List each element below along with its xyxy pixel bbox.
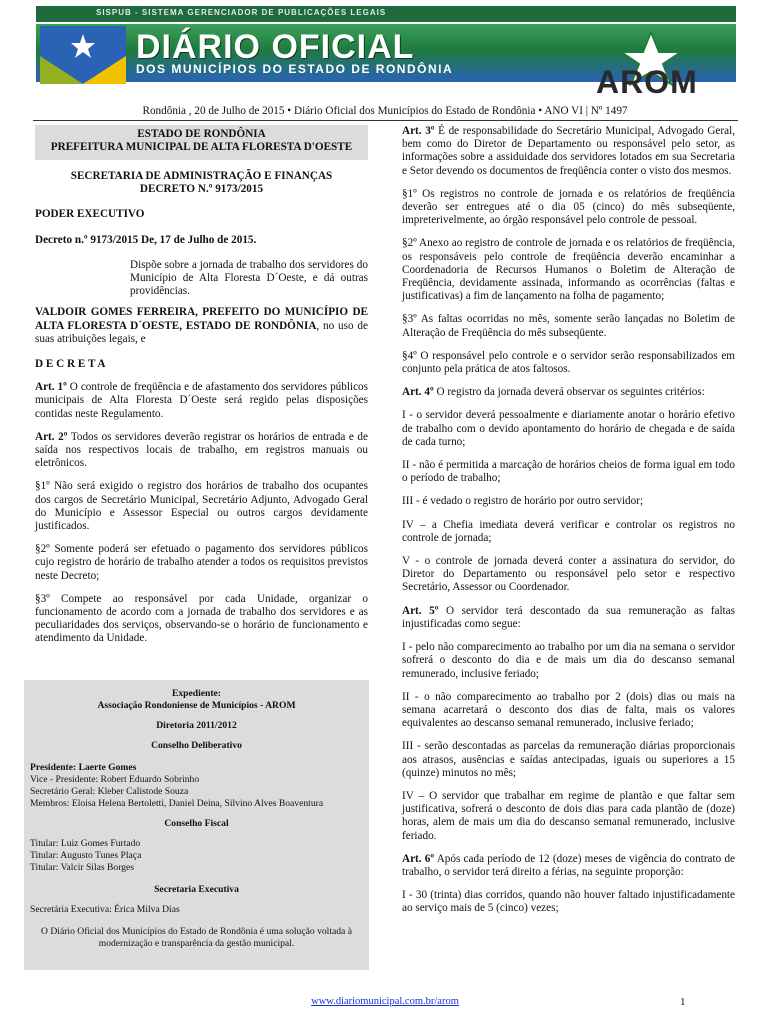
arom-logo-text: AROM <box>596 64 698 100</box>
article-3-paragraph-2: §2º Anexo ao registro de controle de jornada e os relatórios de freqüência, os responsáveis pelo controle de freqüência deverão encaminhar a Coordenadoria de Recursos Humanos o Boletim de Alteração de Freqüência, devidamente assinada, informando as ocorrências (faltas e justificativas) a fim de lançamento na folha de pagamento; <box>402 237 735 303</box>
article-6-label: Art. 6º <box>402 852 435 865</box>
expediente-executive-secretariat: Secretaria Executiva <box>154 884 239 895</box>
article-4-item-1: I - o servidor deverá pessoalmente e diariamente anotar o horário efetivo de trabalho com o devido apontamento do horário de chegada e de saída de cada turno; <box>402 409 735 448</box>
article-6-item-1: I - 30 (trinta) dias corridos, quando não houver faltado injustificadamente ao serviço mais de 5 (cinco) vezes; <box>402 889 735 915</box>
newspaper-title: DIÁRIO OFICIAL <box>136 28 415 66</box>
expediente-board-term: Diretoria 2011/2012 <box>156 720 237 731</box>
expediente-vice-president: Vice - Presidente: Robert Eduardo Sobrinho <box>30 774 200 785</box>
article-4-item-4: IV – a Chefia imediata deverá verificar e controlar os registros no controle de jornada; <box>402 518 735 544</box>
rondonia-flag-icon <box>40 26 126 84</box>
article-4-label: Art. 4º <box>402 386 434 399</box>
article-5-item-3: III - serão descontadas as parcelas da remuneração diárias proporcionais aos atrasos, ausências e saídas antecipadas, iguais ou superiores a 15 (quinze) minutos no mês; <box>402 740 735 779</box>
article-4 <box>402 386 735 399</box>
banner-top-text: SISPUB - SISTEMA GERENCIADOR DE PUBLICAÇÕES LEGAIS <box>96 8 387 17</box>
article-2-label: Art. 2º <box>35 430 68 443</box>
article-5-text: O servidor terá descontado da sua remuneração as faltas injustificadas como segue: <box>402 604 735 630</box>
article-3-label: Art. 3º <box>402 125 435 137</box>
decree-summary: Dispõe sobre a jornada de trabalho dos servidores do Município de Alta Floresta D´Oeste, e dá outras providências. <box>130 258 368 298</box>
article-1-label: Art. 1º <box>35 381 67 394</box>
expediente-executive-secretary: Secretária Executiva: Érica Milva Dias <box>30 904 180 915</box>
article-2-paragraph-3: §3º Compete ao responsável por cada Unidade, organizar o funcionamento de acordo com a jornada de trabalho dos servidores e as peculiaridades dos serviços, observando-se o horário de funcionamento e atendimento da Unidade. <box>35 592 368 645</box>
decree-header-box <box>35 125 368 160</box>
expediente-titular-2: Titular: Augusto Tunes Plaça <box>30 850 142 861</box>
article-1-text: O controle de freqüência e de afastamento dos servidores públicos municipais de Alta Floresta D´Oeste será regido pelas disposições contidas neste Regulamento. <box>35 381 369 420</box>
mayor-preamble-rest: , no uso de suas atribuições legais, e <box>35 319 368 345</box>
prefecture-heading: PREFEITURA MUNICIPAL DE ALTA FLORESTA D'OESTE <box>50 141 353 153</box>
decreta-heading: D E C R E T A <box>35 358 106 371</box>
article-2 <box>35 431 368 471</box>
article-6 <box>402 853 735 879</box>
article-3 <box>402 125 735 178</box>
article-3-paragraph-4: §4º O responsável pelo controle e o servidor serão responsabilizados em conjunto pela prática de atos faltosos. <box>402 349 735 376</box>
article-5-item-2: II - o não comparecimento ao trabalho por 2 (dois) dias ou mais na semana acarretará o desconto dos dias de falta, mais os valores equivalentes ao descanso semanal remunerado, inclusive feriado; <box>402 690 735 730</box>
banner-top-strip <box>36 6 736 22</box>
mayor-preamble <box>35 306 368 346</box>
header-divider <box>33 120 738 121</box>
article-3-text: É de responsabilidade do Secretário Municipal, Advogado Geral, bem como do Diretor de Departamento ou responsável pelo setor, as informações sobre a assiduidade dos servidores lotados em sua Secretaria e Setor devendo os documentos de freqüência conter o visto dos mesmos. <box>402 125 735 177</box>
article-3-paragraph-1: §1º Os registros no controle de jornada e os relatórios de freqüência deverão ser entregues até o dia 05 (cinco) do mês subseqüente, impreterivelmente, ao órgão responsável pelo controle de pessoal. <box>402 187 735 227</box>
right-column <box>402 125 735 916</box>
article-6-text: Após cada período de 12 (doze) meses de vigência do contrato de trabalho, o servidor terá direito a férias, na seguinte proporção: <box>402 852 735 878</box>
expediente-box <box>24 680 369 970</box>
secretariat-heading: SECRETARIA DE ADMINISTRAÇÃO E FINANÇAS <box>70 170 333 182</box>
decree-number-heading: DECRETO N.º 9173/2015 <box>139 183 264 196</box>
article-2-paragraph-1: §1º Não será exigido o registro dos horários de trabalho dos ocupantes dos cargos de Secretário Municipal, Secretário Adjunto, Advogado Geral do Município e Assessor Especial ou outros cargos devidamente justificados. <box>35 480 368 533</box>
article-4-item-5: V - o controle de jornada deverá conter a assinatura do servidor, do Diretor do Departamento ou responsável pelo setor e respectivo Secretário, Assessor ou Coordenador. <box>402 555 735 594</box>
article-4-text: O registro da jornada deverá observar os seguintes critérios: <box>433 386 705 399</box>
article-5-item-4: IV – O servidor que trabalhar em regime de plantão e que faltar sem justificativa, sofrerá o desconto de dois dias para cada plantão de (doze) horas, alem de mais um dia do descanso semanal remunerado, inclusive feriado. <box>402 789 735 842</box>
article-4-item-3: III - é vedado o registro de horário por outro servidor; <box>402 495 644 508</box>
article-5 <box>402 605 735 631</box>
page-number: 1 <box>680 996 686 1008</box>
newspaper-subtitle: DOS MUNICÍPIOS DO ESTADO DE RONDÔNIA <box>136 62 454 76</box>
masthead-banner <box>36 6 736 100</box>
expediente-secretary: Secretário Geral: Kleber Calistode Souza <box>30 786 189 797</box>
article-3-paragraph-3: §3º As faltas ocorridas no mês, somente serão lançadas no Boletim de Alteração de Freqüência do mês subseqüente. <box>402 313 735 339</box>
article-2-text: Todos os servidores deverão registrar os horários de entrada e de saída nos respectivos locais de trabalho, em registros manuais ou eletrônicos. <box>35 430 368 470</box>
expediente-closing-note: O Diário Oficial dos Municípios do Estado de Rondônia é uma solução voltada à modernização e transparência da gestão municipal. <box>41 926 352 949</box>
expediente-deliberative-council: Conselho Deliberativo <box>151 740 242 751</box>
decree-date-line: Decreto n.º 9173/2015 De, 17 de Julho de 2015. <box>35 233 257 246</box>
state-heading: ESTADO DE RONDÔNIA <box>137 128 266 140</box>
executive-power-heading: PODER EXECUTIVO <box>35 208 145 221</box>
expediente-president: Presidente: Laerte Gomes <box>30 762 137 773</box>
article-1 <box>35 381 368 421</box>
left-column <box>35 170 368 646</box>
expediente-titular-3: Titular: Valcir Silas Borges <box>30 862 135 873</box>
article-5-label: Art. 5º <box>402 604 439 617</box>
expediente-title: Expediente: <box>171 688 222 699</box>
expediente-members: Membros: Eloisa Helena Bertoletti, Daniel Deina, Silvino Alves Boaventura <box>30 798 324 809</box>
footer-website-link[interactable]: www.diariomunicipal.com.br/arom <box>311 996 459 1007</box>
article-2-paragraph-2: §2º Somente poderá ser efetuado o pagamento dos servidores públicos cujo registro de horário de trabalho atender a todos os requisitos previstos neste Decreto; <box>35 543 368 582</box>
expediente-titular-1: Titular: Luiz Gomes Furtado <box>30 838 141 849</box>
article-5-item-1: I - pelo não comparecimento ao trabalho por um dia na semana o servidor sofrerá o desconto do dia e de mais um dia do descanso semanal remunerado, inclusive feriado; <box>402 641 735 680</box>
expediente-fiscal-council: Conselho Fiscal <box>164 818 229 829</box>
article-4-item-2: II - não é permitida a marcação de horários cheios de forma igual em todo o período de trabalho; <box>402 459 735 485</box>
issue-dateline: Rondônia , 20 de Julho de 2015 • Diário Oficial dos Municípios do Estado de Rondônia • ANO VI | Nº 1497 <box>142 105 628 117</box>
mayor-preamble-bold: VALDOIR GOMES FERREIRA, PREFEITO DO MUNICÍPIO DE ALTA FLORESTA D´OESTE, ESTADO DE RONDÔNIA <box>35 306 368 332</box>
expediente-association: Associação Rondoniense de Municípios - AROM <box>97 700 296 711</box>
